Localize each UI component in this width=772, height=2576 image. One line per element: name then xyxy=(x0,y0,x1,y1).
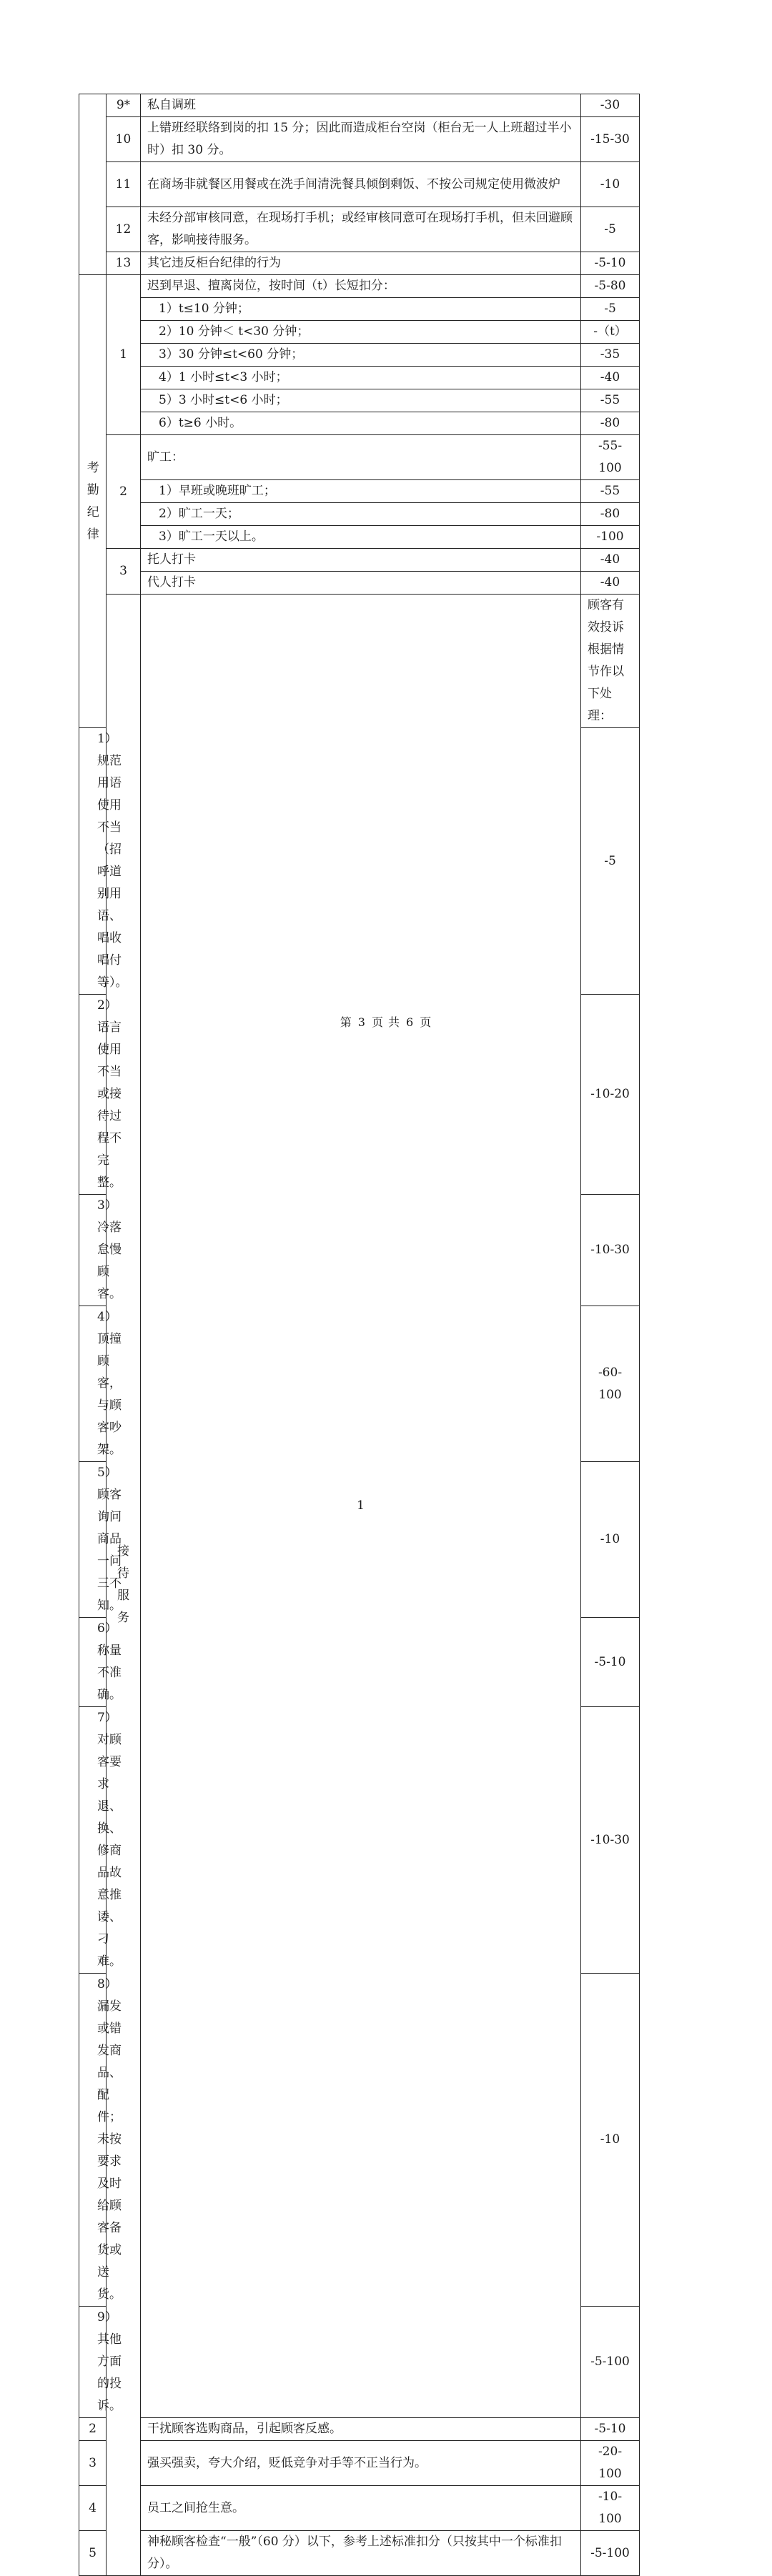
item-text: 干扰顾客选购商品，引起顾客反感。 xyxy=(141,2418,581,2441)
sub-item-text: 8）漏发或错发商品、配件；未按要求及时给顾客备货或送货。 xyxy=(97,1977,122,2302)
item-text xyxy=(141,367,581,389)
table-row xyxy=(79,503,640,526)
table-row xyxy=(79,480,640,503)
table-row xyxy=(79,549,640,572)
table-row xyxy=(79,412,640,435)
category-cell-blank xyxy=(79,94,107,275)
item-number: 9* xyxy=(107,94,141,117)
footer-prefix: 第 xyxy=(340,1015,352,1029)
item-text: 托人打卡 xyxy=(141,549,581,572)
item-text: 员工之间抢生意。 xyxy=(141,2486,581,2531)
item-score: -5-10 xyxy=(581,2418,640,2441)
table-row xyxy=(79,94,640,117)
footer-page-number: 3 xyxy=(357,1015,366,1029)
sub-item-text: 1）t≤10 分钟； xyxy=(159,302,249,316)
item-score: -10 xyxy=(581,162,640,207)
table-row xyxy=(79,321,640,344)
item-text xyxy=(79,1707,122,1974)
item-score: -10-20 xyxy=(581,995,640,1195)
item-score: -20-100 xyxy=(581,2441,640,2486)
item-score: -55-100 xyxy=(581,435,640,480)
item-number: 11 xyxy=(107,162,141,207)
item-text: 未经分部审核同意，在现场打手机；或经审核同意可在现场打手机，但未回避顾客，影响接待服务。 xyxy=(141,207,581,252)
deduction-table xyxy=(79,94,640,2576)
table-row xyxy=(79,572,640,595)
item-score: -5 xyxy=(581,728,640,995)
table-row xyxy=(79,389,640,412)
item-text xyxy=(79,2307,122,2418)
item-number: 4 xyxy=(79,2486,107,2531)
item-score: -40 xyxy=(581,572,640,595)
item-score: -15-30 xyxy=(581,117,640,162)
item-text xyxy=(141,298,581,321)
item-score: -35 xyxy=(581,344,640,367)
item-score: -80 xyxy=(581,412,640,435)
table-row xyxy=(79,435,640,480)
item-number: 12 xyxy=(107,207,141,252)
item-number: 3 xyxy=(107,549,141,595)
sub-item-text: 4）1 小时≤t<3 小时； xyxy=(159,370,288,384)
item-number: 2 xyxy=(107,435,141,549)
category-label: 接待服务 xyxy=(117,1544,129,1625)
item-text xyxy=(141,412,581,435)
item-text xyxy=(79,1195,122,1306)
item-text: 私自调班 xyxy=(141,94,581,117)
footer-middle: 页 共 xyxy=(371,1015,401,1029)
sub-item-text: 3）冷落怠慢顾客。 xyxy=(97,1198,122,1301)
table-row xyxy=(79,275,640,298)
item-score: -10 xyxy=(581,1974,640,2307)
sub-item-text: 2）10 分钟＜ t<30 分钟； xyxy=(159,324,310,339)
item-score: -55 xyxy=(581,480,640,503)
table-row xyxy=(79,2441,640,2486)
item-number: 3 xyxy=(79,2441,107,2486)
item-score: -5 xyxy=(581,207,640,252)
table-row xyxy=(79,2486,640,2531)
sub-item-text: 2）语言使用不当或接待过程不完整。 xyxy=(97,998,122,1190)
item-score: -10-30 xyxy=(581,1707,640,1974)
item-score: -5-100 xyxy=(581,2307,640,2418)
sub-item-text: 6）称量不准确。 xyxy=(97,1621,122,1702)
item-number: 1 xyxy=(141,595,581,2418)
sub-item-text: 3）30 分钟≤t<60 分钟； xyxy=(159,347,304,362)
item-text: 迟到早退、擅离岗位，按时间（t）长短扣分： xyxy=(141,275,581,298)
item-text xyxy=(141,389,581,412)
item-text: 上错班经联络到岗的扣 15 分；因此而造成柜台空岗（柜台无一人上班超过半小时）扣 30 分。 xyxy=(141,117,581,162)
item-text xyxy=(79,1618,122,1707)
item-text: 强买强卖，夸大介绍，贬低竞争对手等不正当行为。 xyxy=(141,2441,581,2486)
table-row xyxy=(79,298,640,321)
item-score: -40 xyxy=(581,367,640,389)
item-score: -100 xyxy=(581,526,640,549)
item-score: -10-30 xyxy=(581,1195,640,1306)
table-row xyxy=(79,162,640,207)
category-attendance xyxy=(79,275,107,728)
item-score: -5-80 xyxy=(581,275,640,298)
table-row xyxy=(79,2418,640,2441)
table-row xyxy=(79,344,640,367)
sub-item-text: 9）其他方面的投诉。 xyxy=(97,2310,122,2413)
table-row xyxy=(79,367,640,389)
item-text: 在商场非就餐区用餐或在洗手间清洗餐具倾倒剩饭、不按公司规定使用微波炉 xyxy=(141,162,581,207)
item-score: -10-100 xyxy=(581,2486,640,2531)
sub-item-text: 5）3 小时≤t<6 小时； xyxy=(159,393,288,407)
table-row xyxy=(79,252,640,275)
item-text: 旷工： xyxy=(141,435,581,480)
item-text xyxy=(79,728,128,995)
sub-item-text: 6）t≥6 小时。 xyxy=(159,416,242,430)
sub-item-text: 1）规范用语使用不当（招呼道别用语、唱收唱付等）。 xyxy=(97,732,128,990)
table-row xyxy=(79,117,640,162)
sub-item-text: 5）顾客询问商品一问三不知。 xyxy=(97,1466,122,1613)
footer-total-pages: 6 xyxy=(406,1015,415,1029)
item-text: 神秘顾客检查“一般”（60 分）以下，参考上述标准扣分（只按其中一个标准扣分）。 xyxy=(141,2531,581,2576)
table-row xyxy=(79,2531,640,2576)
item-text xyxy=(141,344,581,367)
item-text xyxy=(79,1306,122,1462)
table-row xyxy=(79,526,640,549)
footer-suffix: 页 xyxy=(420,1015,432,1029)
category-label: 考勤纪律 xyxy=(86,460,99,542)
item-score: -30 xyxy=(581,94,640,117)
item-text xyxy=(141,480,581,503)
sub-item-text: 2）旷工一天； xyxy=(159,507,239,521)
item-score: -5 xyxy=(581,298,640,321)
sub-item-text: 1）早班或晚班旷工； xyxy=(159,484,276,498)
item-score: -80 xyxy=(581,503,640,526)
sub-item-text: 7）对顾客要求退、换、修商品故意推诿、刁难。 xyxy=(97,1711,122,1969)
sub-item-text: 3）旷工一天以上。 xyxy=(159,529,264,544)
item-number: 10 xyxy=(107,117,141,162)
item-number: 13 xyxy=(107,252,141,275)
item-text: 其它违反柜台纪律的行为 xyxy=(141,252,581,275)
sub-item-text: 4）顶撞顾客，与顾客吵架。 xyxy=(97,1310,122,1457)
item-score: -40 xyxy=(581,549,640,572)
item-text: 代人打卡 xyxy=(141,572,581,595)
item-score: -5-100 xyxy=(581,2531,640,2576)
item-text: 顾客有效投诉根据情节作以下处理： xyxy=(581,595,640,728)
table-row xyxy=(79,595,640,728)
page-footer xyxy=(0,1013,772,1030)
item-number: 1 xyxy=(107,275,141,435)
item-text xyxy=(79,1462,122,1618)
item-score: -55 xyxy=(581,389,640,412)
item-score: -5-10 xyxy=(581,1618,640,1707)
item-text xyxy=(141,526,581,549)
item-score: -10 xyxy=(581,1462,640,1618)
item-score: -5-10 xyxy=(581,252,640,275)
item-number: 2 xyxy=(79,2418,107,2441)
item-text xyxy=(141,321,581,344)
item-score: -60-100 xyxy=(581,1306,640,1462)
item-number: 5 xyxy=(79,2531,107,2576)
table-row xyxy=(79,207,640,252)
item-text xyxy=(141,503,581,526)
item-text xyxy=(79,1974,122,2307)
item-score: -（t） xyxy=(581,321,640,344)
